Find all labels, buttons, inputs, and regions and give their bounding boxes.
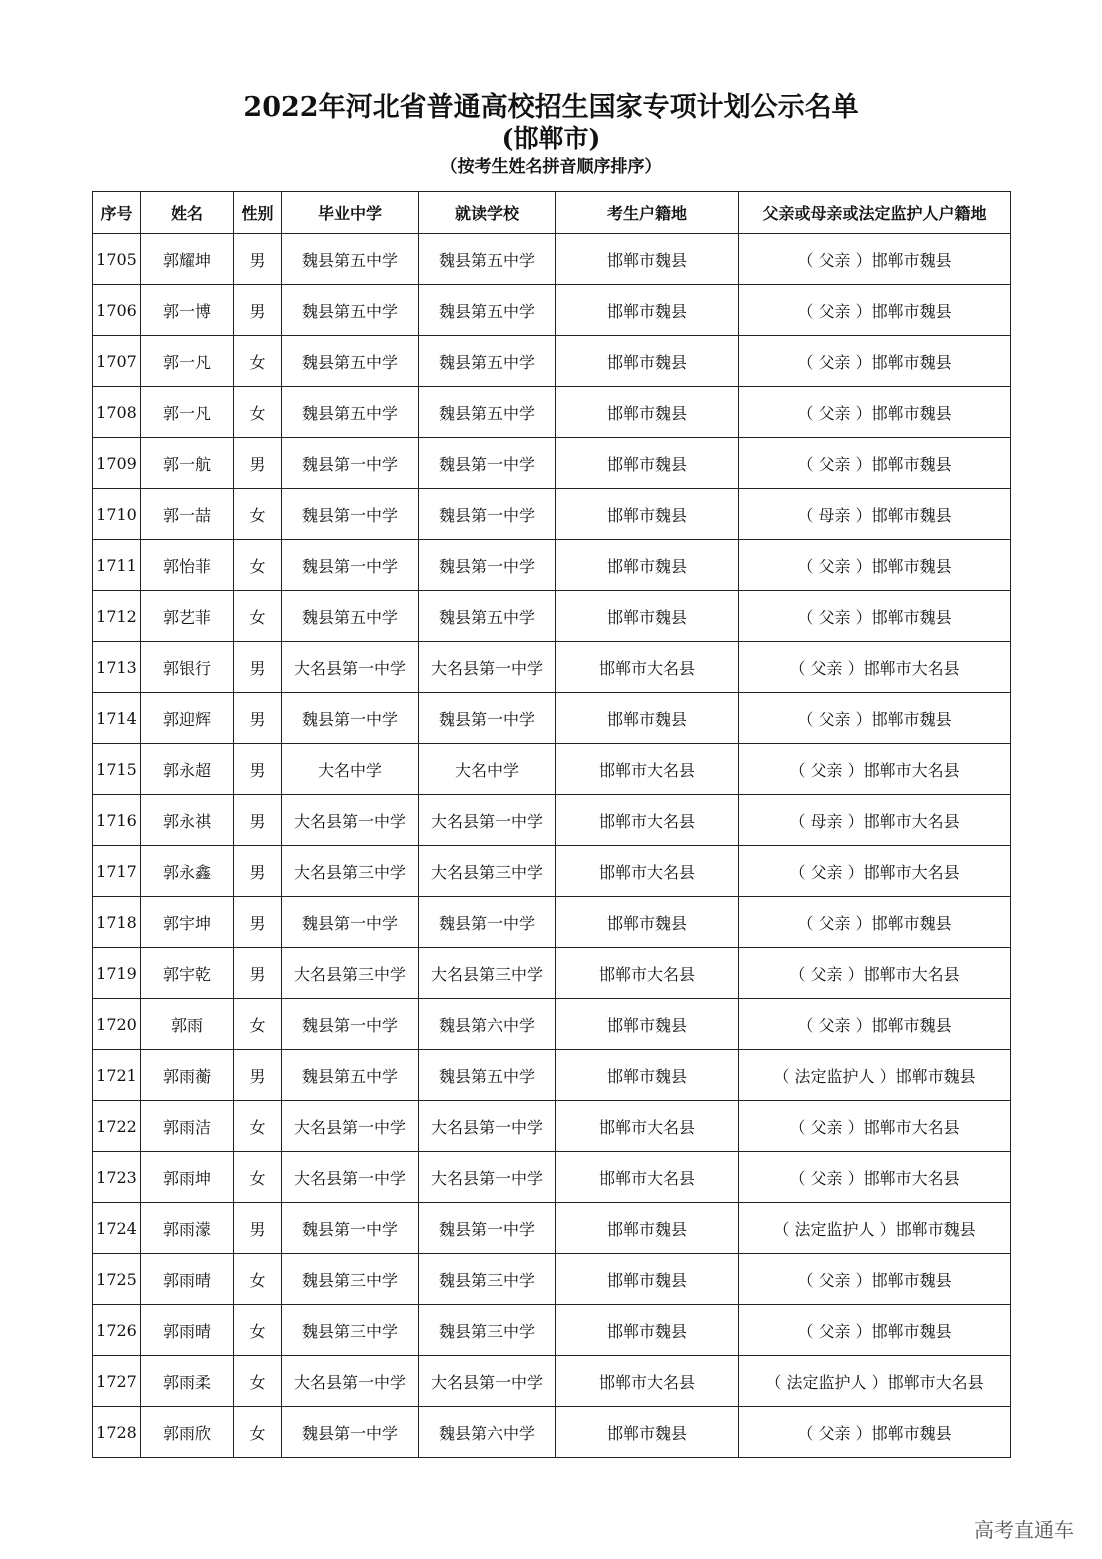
cell-name: 郭永超	[141, 744, 234, 795]
guardian-relation: （ 父亲 ）	[797, 1423, 872, 1443]
cell-name: 郭一喆	[141, 489, 234, 540]
guardian-hukou: 邯郸市魏县	[871, 301, 952, 321]
cell-hukou: 邯郸市魏县	[556, 1050, 739, 1101]
cell-guardian	[739, 234, 1011, 285]
cell-gender: 女	[234, 336, 282, 387]
cell-name: 郭银行	[141, 642, 234, 693]
guardian-relation: （ 父亲 ）	[797, 403, 872, 423]
table-row	[93, 1356, 1011, 1407]
cell-grad-school: 大名县第一中学	[282, 1101, 419, 1152]
cell-seq: 1725	[93, 1254, 141, 1305]
cell-seq: 1709	[93, 438, 141, 489]
table-row	[93, 1305, 1011, 1356]
cell-guardian	[739, 1407, 1011, 1458]
cell-name: 郭雨柔	[141, 1356, 234, 1407]
cell-current-school: 大名县第三中学	[419, 846, 556, 897]
cell-current-school: 魏县第五中学	[419, 387, 556, 438]
guardian-relation: （ 父亲 ）	[789, 1117, 864, 1137]
cell-grad-school: 魏县第一中学	[282, 693, 419, 744]
cell-current-school: 大名县第一中学	[419, 1356, 556, 1407]
table-row	[93, 438, 1011, 489]
guardian-hukou: 邯郸市魏县	[871, 1321, 952, 1341]
cell-current-school: 魏县第五中学	[419, 285, 556, 336]
cell-guardian	[739, 744, 1011, 795]
cell-seq: 1727	[93, 1356, 141, 1407]
guardian-hukou: 邯郸市魏县	[871, 250, 952, 270]
cell-seq: 1716	[93, 795, 141, 846]
table-row	[93, 642, 1011, 693]
cell-hukou: 邯郸市魏县	[556, 591, 739, 642]
roster-table	[92, 191, 1011, 1458]
cell-current-school: 大名县第一中学	[419, 795, 556, 846]
cell-grad-school: 魏县第三中学	[282, 1305, 419, 1356]
page-title: 2022年河北省普通高校招生国家专项计划公示名单	[243, 92, 859, 123]
cell-current-school: 魏县第五中学	[419, 1050, 556, 1101]
cell-guardian	[739, 285, 1011, 336]
cell-guardian	[739, 948, 1011, 999]
cell-name: 郭一航	[141, 438, 234, 489]
cell-current-school: 大名县第一中学	[419, 1101, 556, 1152]
cell-gender: 男	[234, 438, 282, 489]
cell-grad-school: 大名县第三中学	[282, 846, 419, 897]
cell-grad-school: 大名中学	[282, 744, 419, 795]
cell-grad-school: 魏县第一中学	[282, 540, 419, 591]
cell-guardian	[739, 897, 1011, 948]
cell-grad-school: 大名县第一中学	[282, 795, 419, 846]
cell-hukou: 邯郸市魏县	[556, 1254, 739, 1305]
table-row	[93, 234, 1011, 285]
guardian-relation: （ 父亲 ）	[789, 964, 864, 984]
guardian-relation: （ 父亲 ）	[797, 1015, 872, 1035]
guardian-hukou: 邯郸市大名县	[863, 862, 960, 882]
cell-name: 郭一凡	[141, 387, 234, 438]
table-row	[93, 591, 1011, 642]
cell-guardian	[739, 438, 1011, 489]
cell-seq: 1723	[93, 1152, 141, 1203]
cell-current-school: 魏县第五中学	[419, 234, 556, 285]
cell-current-school: 魏县第六中学	[419, 999, 556, 1050]
guardian-hukou: 邯郸市大名县	[863, 1168, 960, 1188]
cell-guardian	[739, 387, 1011, 438]
cell-hukou: 邯郸市魏县	[556, 693, 739, 744]
cell-hukou: 邯郸市魏县	[556, 489, 739, 540]
cell-seq: 1705	[93, 234, 141, 285]
cell-hukou: 邯郸市大名县	[556, 846, 739, 897]
cell-hukou: 邯郸市魏县	[556, 540, 739, 591]
guardian-hukou: 邯郸市魏县	[895, 1219, 976, 1239]
guardian-hukou: 邯郸市魏县	[871, 607, 952, 627]
guardian-hukou: 邯郸市大名县	[863, 658, 960, 678]
cell-gender: 男	[234, 1203, 282, 1254]
cell-current-school: 大名县第三中学	[419, 948, 556, 999]
guardian-hukou: 邯郸市魏县	[871, 352, 952, 372]
table-row	[93, 1050, 1011, 1101]
cell-gender: 男	[234, 285, 282, 336]
cell-current-school: 大名县第一中学	[419, 1152, 556, 1203]
cell-grad-school: 魏县第一中学	[282, 438, 419, 489]
cell-seq: 1719	[93, 948, 141, 999]
guardian-relation: （ 父亲 ）	[789, 1168, 864, 1188]
cell-hukou: 邯郸市魏县	[556, 1203, 739, 1254]
table-row	[93, 540, 1011, 591]
guardian-hukou: 邯郸市魏县	[871, 556, 952, 576]
guardian-relation: （ 父亲 ）	[797, 301, 872, 321]
cell-gender: 男	[234, 948, 282, 999]
cell-gender: 男	[234, 642, 282, 693]
table-row	[93, 744, 1011, 795]
page-subtitle: (邯郸市)	[501, 124, 601, 153]
cell-guardian	[739, 1152, 1011, 1203]
cell-hukou: 邯郸市魏县	[556, 387, 739, 438]
cell-hukou: 邯郸市魏县	[556, 285, 739, 336]
cell-current-school: 魏县第一中学	[419, 693, 556, 744]
cell-seq: 1706	[93, 285, 141, 336]
cell-gender: 男	[234, 693, 282, 744]
roster-body	[93, 234, 1011, 1458]
cell-hukou: 邯郸市魏县	[556, 234, 739, 285]
cell-hukou: 邯郸市魏县	[556, 1305, 739, 1356]
guardian-relation: （ 母亲 ）	[797, 505, 872, 525]
cell-guardian	[739, 795, 1011, 846]
guardian-relation: （ 父亲 ）	[797, 250, 872, 270]
cell-name: 郭永祺	[141, 795, 234, 846]
cell-grad-school: 魏县第一中学	[282, 897, 419, 948]
cell-guardian	[739, 1050, 1011, 1101]
cell-guardian	[739, 693, 1011, 744]
cell-grad-school: 大名县第一中学	[282, 1356, 419, 1407]
column-header-current-school: 就读学校	[419, 192, 556, 234]
cell-grad-school: 魏县第五中学	[282, 1050, 419, 1101]
cell-guardian	[739, 1101, 1011, 1152]
cell-grad-school: 魏县第一中学	[282, 489, 419, 540]
cell-current-school: 魏县第三中学	[419, 1254, 556, 1305]
cell-seq: 1708	[93, 387, 141, 438]
cell-gender: 女	[234, 540, 282, 591]
table-row	[93, 1152, 1011, 1203]
cell-current-school: 魏县第一中学	[419, 438, 556, 489]
guardian-hukou: 邯郸市魏县	[871, 505, 952, 525]
cell-current-school: 魏县第五中学	[419, 591, 556, 642]
column-header-name: 姓名	[141, 192, 234, 234]
cell-hukou: 邯郸市魏县	[556, 897, 739, 948]
cell-hukou: 邯郸市魏县	[556, 438, 739, 489]
cell-hukou: 邯郸市大名县	[556, 1101, 739, 1152]
cell-guardian	[739, 540, 1011, 591]
cell-seq: 1713	[93, 642, 141, 693]
cell-grad-school: 魏县第五中学	[282, 336, 419, 387]
cell-name: 郭永鑫	[141, 846, 234, 897]
cell-grad-school: 大名县第一中学	[282, 1152, 419, 1203]
cell-gender: 男	[234, 897, 282, 948]
column-header-guardian-hukou: 父亲或母亲或法定监护人户籍地	[739, 192, 1011, 234]
guardian-relation: （ 法定监护人 ）	[765, 1372, 888, 1392]
cell-gender: 男	[234, 1050, 282, 1101]
cell-name: 郭宇坤	[141, 897, 234, 948]
cell-guardian	[739, 1203, 1011, 1254]
cell-current-school: 魏县第一中学	[419, 489, 556, 540]
watermark-text: 高考直通车	[974, 1518, 1074, 1542]
table-row	[93, 285, 1011, 336]
cell-gender: 男	[234, 846, 282, 897]
column-header-hukou: 考生户籍地	[556, 192, 739, 234]
cell-gender: 女	[234, 489, 282, 540]
cell-name: 郭耀坤	[141, 234, 234, 285]
cell-gender: 男	[234, 795, 282, 846]
guardian-hukou: 邯郸市魏县	[871, 913, 952, 933]
cell-current-school: 魏县第五中学	[419, 336, 556, 387]
cell-gender: 女	[234, 999, 282, 1050]
cell-gender: 男	[234, 744, 282, 795]
cell-grad-school: 魏县第五中学	[282, 285, 419, 336]
cell-seq: 1717	[93, 846, 141, 897]
cell-hukou: 邯郸市魏县	[556, 999, 739, 1050]
cell-hukou: 邯郸市大名县	[556, 642, 739, 693]
cell-gender: 女	[234, 1305, 282, 1356]
table-row	[93, 1407, 1011, 1458]
guardian-hukou: 邯郸市大名县	[863, 811, 960, 831]
cell-gender: 男	[234, 234, 282, 285]
guardian-hukou: 邯郸市大名县	[887, 1372, 984, 1392]
guardian-relation: （ 父亲 ）	[797, 1270, 872, 1290]
cell-guardian	[739, 999, 1011, 1050]
cell-name: 郭艺菲	[141, 591, 234, 642]
cell-hukou: 邯郸市大名县	[556, 1152, 739, 1203]
cell-seq: 1724	[93, 1203, 141, 1254]
cell-guardian	[739, 1356, 1011, 1407]
sort-note: （按考生姓名拼音顺序排序）	[440, 157, 662, 177]
table-row	[93, 489, 1011, 540]
cell-hukou: 邯郸市魏县	[556, 336, 739, 387]
cell-seq: 1712	[93, 591, 141, 642]
cell-name: 郭一凡	[141, 336, 234, 387]
table-row	[93, 693, 1011, 744]
cell-gender: 女	[234, 1254, 282, 1305]
guardian-hukou: 邯郸市大名县	[863, 964, 960, 984]
cell-name: 郭迎辉	[141, 693, 234, 744]
guardian-hukou: 邯郸市魏县	[871, 1423, 952, 1443]
cell-guardian	[739, 642, 1011, 693]
cell-gender: 女	[234, 1407, 282, 1458]
guardian-relation: （ 法定监护人 ）	[773, 1219, 896, 1239]
guardian-hukou: 邯郸市魏县	[871, 1270, 952, 1290]
cell-gender: 女	[234, 1152, 282, 1203]
cell-hukou: 邯郸市大名县	[556, 795, 739, 846]
guardian-relation: （ 父亲 ）	[789, 760, 864, 780]
guardian-relation: （ 父亲 ）	[789, 658, 864, 678]
cell-gender: 女	[234, 1101, 282, 1152]
cell-name: 郭雨坤	[141, 1152, 234, 1203]
cell-name: 郭一博	[141, 285, 234, 336]
cell-name: 郭雨欣	[141, 1407, 234, 1458]
cell-grad-school: 大名县第一中学	[282, 642, 419, 693]
cell-name: 郭雨洁	[141, 1101, 234, 1152]
cell-grad-school: 魏县第一中学	[282, 999, 419, 1050]
cell-current-school: 魏县第三中学	[419, 1305, 556, 1356]
cell-current-school: 魏县第一中学	[419, 1203, 556, 1254]
table-row	[93, 795, 1011, 846]
guardian-hukou: 邯郸市魏县	[895, 1066, 976, 1086]
cell-guardian	[739, 846, 1011, 897]
cell-current-school: 魏县第一中学	[419, 897, 556, 948]
cell-name: 郭雨晴	[141, 1254, 234, 1305]
cell-name: 郭雨濛	[141, 1203, 234, 1254]
table-row	[93, 999, 1011, 1050]
cell-seq: 1710	[93, 489, 141, 540]
cell-grad-school: 魏县第五中学	[282, 234, 419, 285]
cell-gender: 女	[234, 591, 282, 642]
cell-grad-school: 魏县第五中学	[282, 387, 419, 438]
cell-name: 郭雨蘅	[141, 1050, 234, 1101]
guardian-relation: （ 父亲 ）	[797, 352, 872, 372]
cell-seq: 1718	[93, 897, 141, 948]
cell-hukou: 邯郸市大名县	[556, 1356, 739, 1407]
guardian-relation: （ 父亲 ）	[789, 862, 864, 882]
guardian-hukou: 邯郸市大名县	[863, 1117, 960, 1137]
table-row	[93, 897, 1011, 948]
column-header-seq: 序号	[93, 192, 141, 234]
cell-seq: 1714	[93, 693, 141, 744]
table-row	[93, 1254, 1011, 1305]
guardian-relation: （ 父亲 ）	[797, 1321, 872, 1341]
cell-hukou: 邯郸市魏县	[556, 1407, 739, 1458]
cell-grad-school: 魏县第一中学	[282, 1203, 419, 1254]
cell-hukou: 邯郸市大名县	[556, 744, 739, 795]
cell-grad-school: 魏县第五中学	[282, 591, 419, 642]
cell-gender: 女	[234, 1356, 282, 1407]
cell-seq: 1728	[93, 1407, 141, 1458]
cell-grad-school: 魏县第一中学	[282, 1407, 419, 1458]
guardian-hukou: 邯郸市大名县	[863, 760, 960, 780]
guardian-relation: （ 父亲 ）	[797, 607, 872, 627]
cell-guardian	[739, 1305, 1011, 1356]
guardian-relation: （ 父亲 ）	[797, 709, 872, 729]
cell-grad-school: 大名县第三中学	[282, 948, 419, 999]
cell-guardian	[739, 1254, 1011, 1305]
table-row	[93, 1101, 1011, 1152]
cell-name: 郭怡菲	[141, 540, 234, 591]
cell-seq: 1711	[93, 540, 141, 591]
cell-name: 郭雨	[141, 999, 234, 1050]
header-row	[93, 192, 1011, 234]
cell-seq: 1715	[93, 744, 141, 795]
cell-name: 郭宇乾	[141, 948, 234, 999]
table-row	[93, 1203, 1011, 1254]
cell-name: 郭雨晴	[141, 1305, 234, 1356]
guardian-hukou: 邯郸市魏县	[871, 1015, 952, 1035]
table-row	[93, 948, 1011, 999]
table-row	[93, 846, 1011, 897]
guardian-hukou: 邯郸市魏县	[871, 454, 952, 474]
cell-seq: 1722	[93, 1101, 141, 1152]
cell-current-school: 大名县第一中学	[419, 642, 556, 693]
cell-guardian	[739, 489, 1011, 540]
cell-gender: 女	[234, 387, 282, 438]
guardian-relation: （ 父亲 ）	[797, 556, 872, 576]
cell-seq: 1726	[93, 1305, 141, 1356]
guardian-hukou: 邯郸市魏县	[871, 709, 952, 729]
cell-guardian	[739, 591, 1011, 642]
cell-guardian	[739, 336, 1011, 387]
cell-seq: 1707	[93, 336, 141, 387]
cell-current-school: 大名中学	[419, 744, 556, 795]
column-header-grad-school: 毕业中学	[282, 192, 419, 234]
cell-seq: 1720	[93, 999, 141, 1050]
guardian-relation: （ 父亲 ）	[797, 913, 872, 933]
table-row	[93, 387, 1011, 438]
cell-grad-school: 魏县第三中学	[282, 1254, 419, 1305]
table-row	[93, 336, 1011, 387]
column-header-gender: 性别	[234, 192, 282, 234]
guardian-relation: （ 母亲 ）	[789, 811, 864, 831]
cell-seq: 1721	[93, 1050, 141, 1101]
guardian-hukou: 邯郸市魏县	[871, 403, 952, 423]
guardian-relation: （ 法定监护人 ）	[773, 1066, 896, 1086]
cell-hukou: 邯郸市大名县	[556, 948, 739, 999]
guardian-relation: （ 父亲 ）	[797, 454, 872, 474]
cell-current-school: 魏县第一中学	[419, 540, 556, 591]
cell-current-school: 魏县第六中学	[419, 1407, 556, 1458]
